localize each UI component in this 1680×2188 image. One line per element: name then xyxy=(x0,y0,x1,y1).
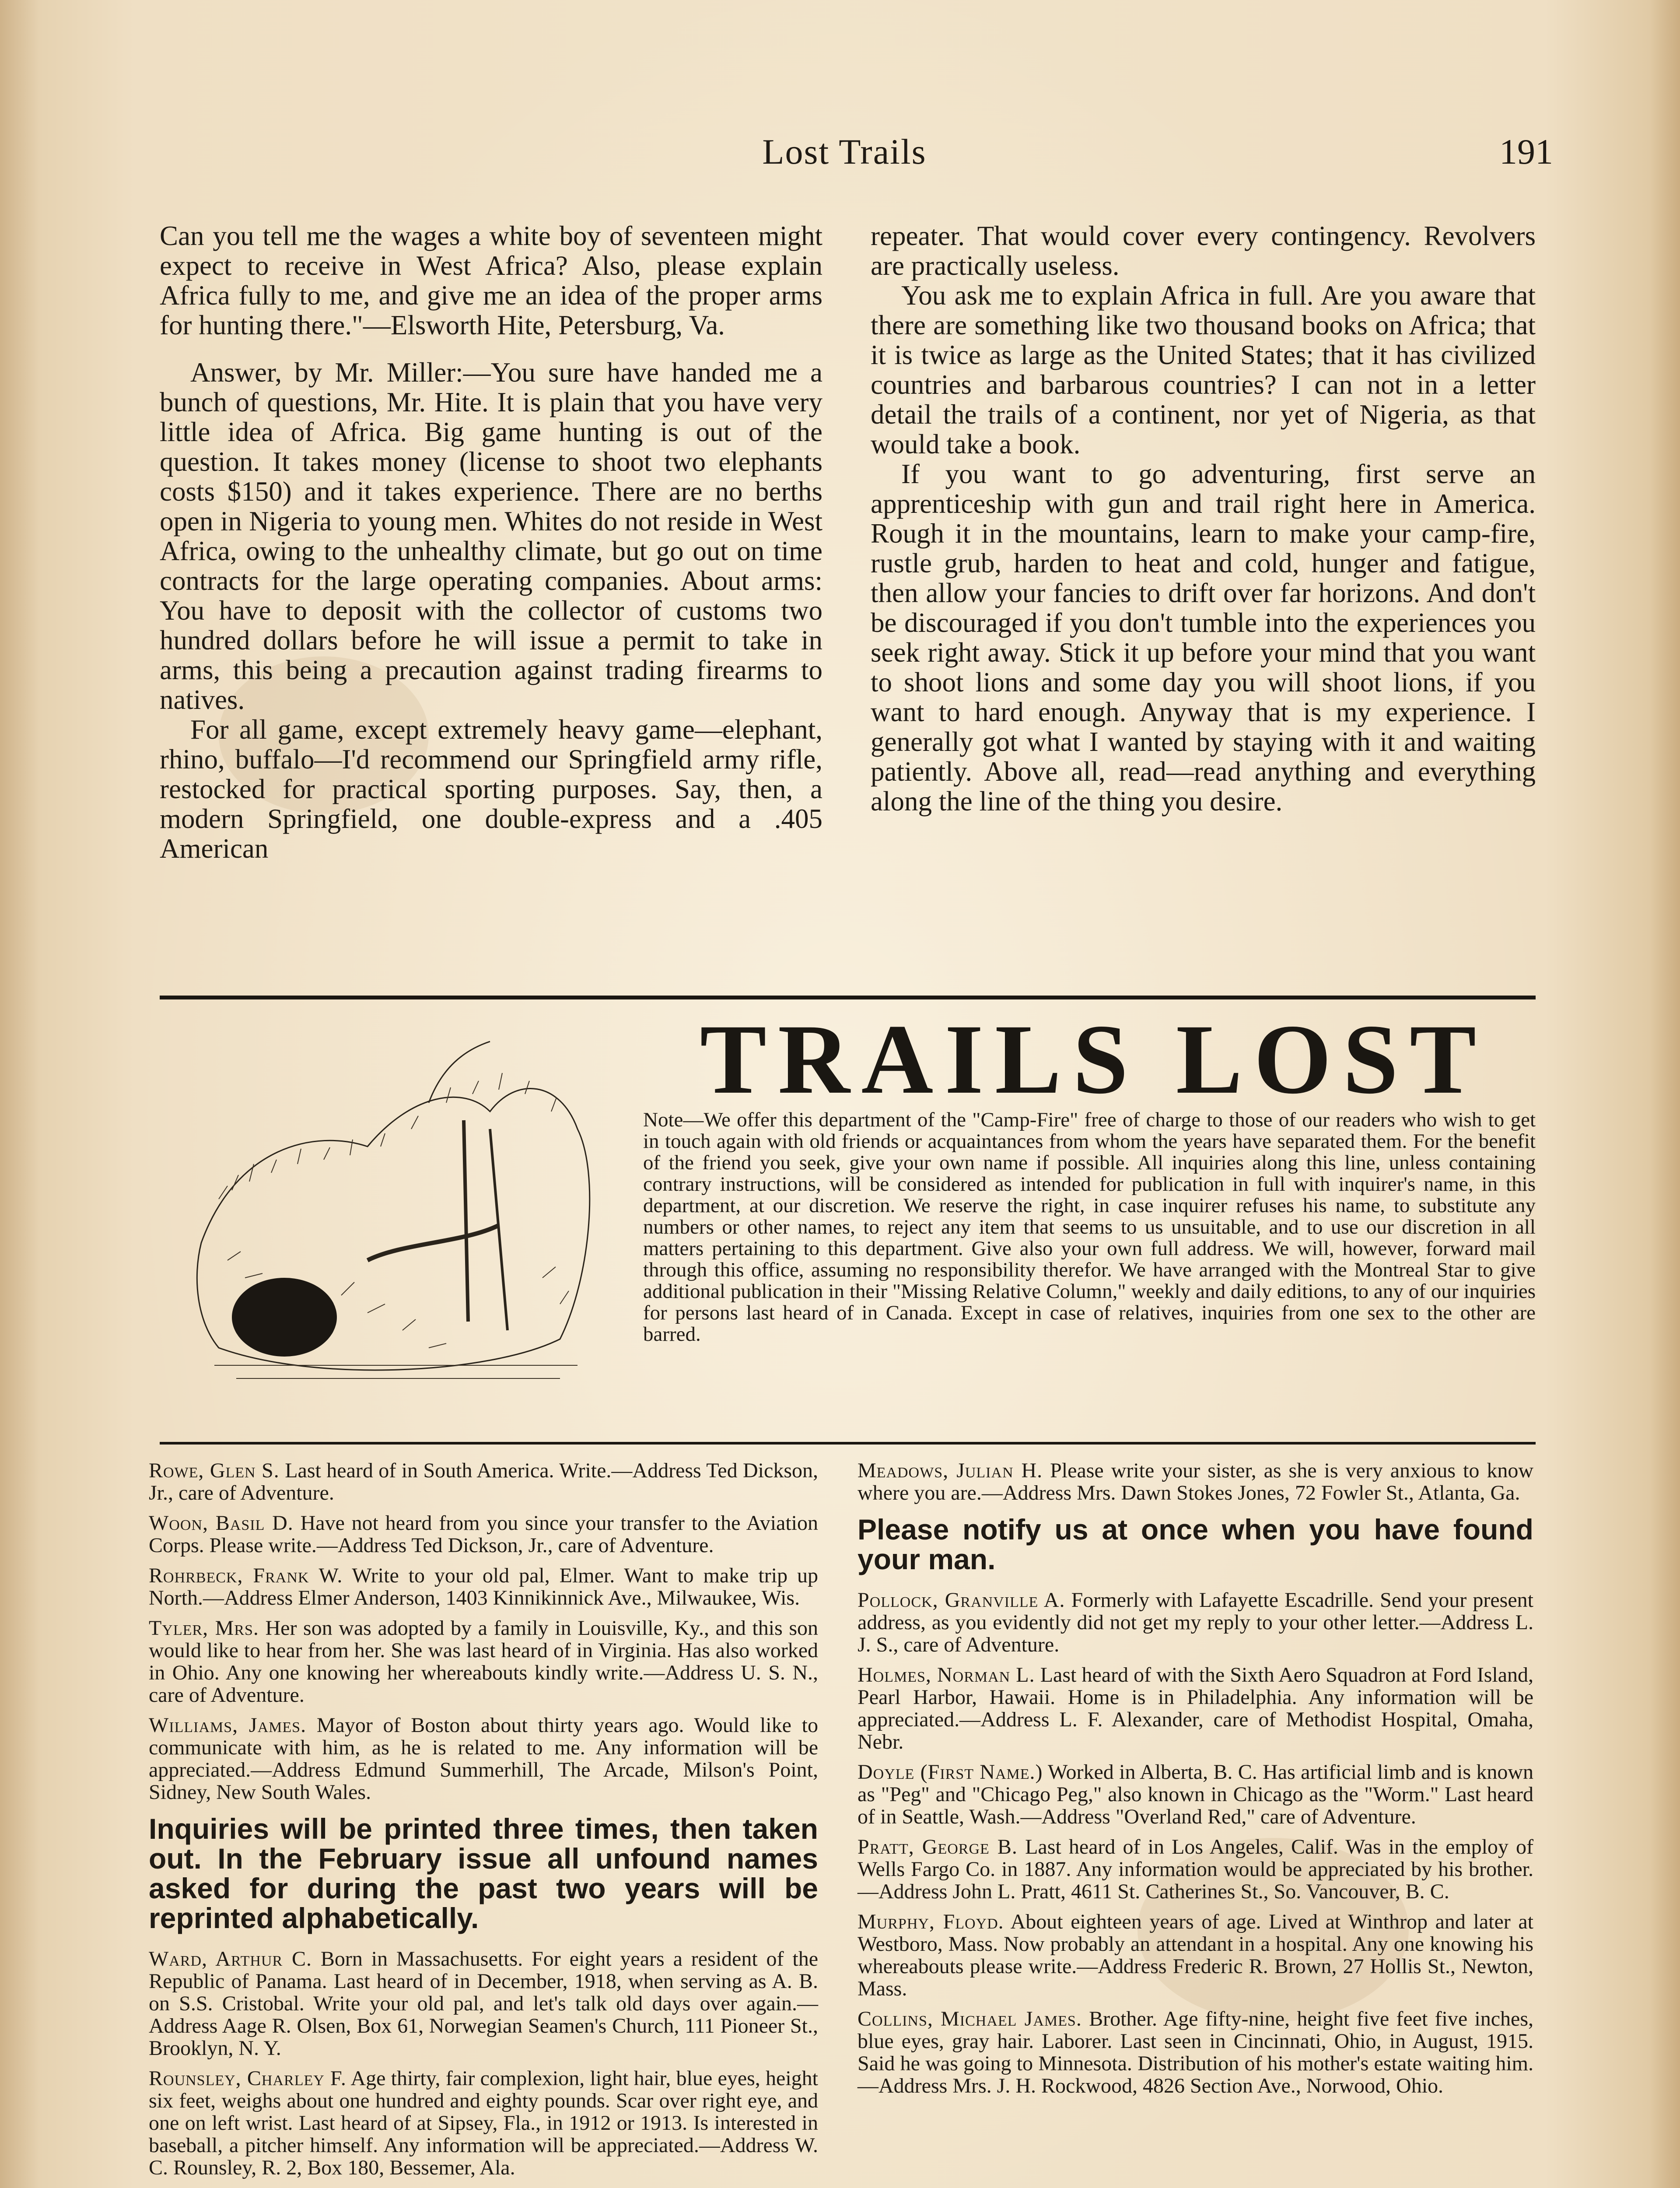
inquiry-entry xyxy=(858,1911,1533,2000)
inquiry-name: Holmes, Norman L. xyxy=(858,1663,1035,1687)
article-column-right xyxy=(871,221,1536,978)
inquiry-entry xyxy=(149,1564,818,1609)
article-paragraph: Answer, by Mr. Miller:—You sure have handed me a bunch of questions, Mr. Hite. It is plain that you have very little idea of Africa. Big game hunting is out of the question. It takes money (license to shoot two elephants costs $150) and it takes experience. There are no berths open in Nigeria to young men. Whites do not reside in West Africa, owing to the unhealthy climate, but go out on time contracts for the large operating companies. About arms: You have to deposit with the collector of customs two hundred dollars before he will issue a permit to take in arms, this being a precaution against trading firearms to natives. xyxy=(160,357,822,715)
inquiry-entry xyxy=(149,1714,818,1803)
cave-illustration xyxy=(184,1015,612,1409)
inquiry-text: Worked in Alberta, B. C. Has artificial limb and is known as "Peg" and "Chicago Peg," also known in Chicago as the "Worm." Last heard of in Seattle, Wash.—Address "Overland Red," care of Adventure. xyxy=(858,1760,1533,1828)
article-paragraph: repeater. That would cover every contingency. Revolvers are practically useless. xyxy=(871,221,1536,281)
page-number: 191 xyxy=(1499,132,1553,172)
inquiry-name: Collins, Michael James. xyxy=(858,2007,1082,2030)
inquiry-entry xyxy=(149,1459,818,1504)
inquiry-name: Ward, Arthur C. xyxy=(149,1947,312,1971)
inquiry-entry xyxy=(149,1948,818,2059)
inquiry-text: Her son was adopted by a family in Louisville, Ky., and this son would like to hear from her. She was last heard of in Virginia. Has also worked in Ohio. Any one knowing her whereabouts kindly write.—Address U. S. N., care of Adventure. xyxy=(149,1616,819,1707)
paper-edge-left xyxy=(0,0,39,2188)
section-title: TRAILS LOST xyxy=(700,1004,1488,1115)
inquiry-text: Please write your sister, as she is very anxious to know where you are.—Address Mrs. Dawn Stokes Jones, 72 Fowler St., Atlanta, Ga. xyxy=(858,1459,1533,1504)
inquiries-column-right xyxy=(858,1459,1533,2105)
inquiry-entry xyxy=(858,1664,1533,1753)
article-paragraph: You ask me to explain Africa in full. Are you aware that there are something like two thousand books on Africa; that it is twice as large as the United States; that it has civilized countries and barbarous countries? I can not in a letter detail the trails of a continent, nor yet of Nigeria, as that would take a book. xyxy=(871,280,1536,459)
inquiry-text: Age thirty, fair complexion, light hair, blue eyes, height six feet, weighs about one hundred and eighty pounds. Scar over right eye, and one on left wrist. Last heard of at Sipsey, Fla., in 1912 or 1913. Is interested in baseball, a pitcher himself. Any information will be appreciated.—Address W. C. Rounsley, R. 2, Box 180, Bessemer, Ala. xyxy=(149,2067,819,2179)
inquiry-text: Last heard of with the Sixth Aero Squadron at Ford Island, Pearl Harbor, Hawaii. Home is in Philadelphia. Any information will be appreciated.—Address L. F. Alexander, care of Methodist Hospital, Omaha, Nebr. xyxy=(858,1663,1534,1753)
inquiry-text: Formerly with Lafayette Escadrille. Send your present address, as you evidently did not get my reply to your other letter.—Address L. J. S., care of Adventure. xyxy=(858,1588,1534,1656)
article-paragraph: If you want to go adventuring, first serve an apprenticeship with gun and trail right here in America. Rough it in the mountains, learn to make your camp-fire, rustle grub, harden to heat and cold, hunger and fatigue, then allow your fancies to drift over far horizons. And don't be discouraged if you don't tumble into the experiences you seek right away. Stick it up before your mind that you want to shoot lions and some day you will shoot lions, if you want to hard enough. Anyway that is my experience. I generally got what I wanted by staying with it and waiting patiently. Above all, read—read anything and everything along the line of the thing you desire. xyxy=(871,459,1536,817)
inquiry-entry xyxy=(149,1512,818,1557)
inquiry-name: Murphy, Floyd. xyxy=(858,1910,1004,1933)
inquiry-name: Woon, Basil D. xyxy=(149,1511,294,1535)
inquiries-column-left xyxy=(149,1459,818,2187)
inquiry-name: Doyle (First Name.) xyxy=(858,1760,1043,1784)
reprint-notice: Inquiries will be printed three times, then taken out. In the February issue all unfound names asked for during the past two years will be reprinted alphabetically. xyxy=(149,1813,818,1934)
found-notice: Please notify us at once when you have found your man. xyxy=(858,1513,1533,1575)
section-divider xyxy=(160,1442,1536,1445)
article-paragraph: For all game, except extremely heavy game—elephant, rhino, buffalo—I'd recommend our Springfield army rifle, restocked for practical sporting purposes. Say, then, a modern Springfield, one double-express and a .405 American xyxy=(160,714,822,864)
article-column-left xyxy=(160,221,822,978)
inquiry-name: Pratt, George B. xyxy=(858,1835,1018,1858)
inquiry-entry xyxy=(858,1459,1533,1504)
inquiry-text: About eighteen years of age. Lived at Winthrop and later at Westboro, Mass. Now probably an attendant in a hospital. Any one knowing his whereabouts please write.—Address Frederic R. Brown, 27 Hollis St., Newton, Mass. xyxy=(858,1910,1533,2000)
paper-edge-right xyxy=(1649,0,1680,2188)
inquiry-name: Tyler, Mrs. xyxy=(149,1616,259,1640)
section-note: Note—We offer this department of the "Camp-Fire" free of charge to those of our readers who wish to get in touch again with old friends or acquaintances from whom the years have separated them. For the benefit of the friend you seek, give your own name if possible. All inquiries along this line, unless containing contrary instructions, will be considered as intended for publication in full with inquirer's name, in this department, at our discretion. We reserve the right, in case inquirer refuses his name, to substitute any numbers or other names, to reject any item that seems to us unsuitable, and to use our discretion in all matters pertaining to this department. Give also your own full address. We will, however, forward mail through this office, assuming no responsibility therefor. We have arranged with the Montreal Star to give additional publication in their "Missing Relative Column," weekly and daily editions, to any of our inquiries for persons last heard of in Canada. Except in case of relatives, inquiries from one sex to the other are barred. xyxy=(643,1108,1536,1346)
inquiry-name: Pollock, Granville A. xyxy=(858,1588,1065,1612)
inquiry-entry xyxy=(858,1836,1533,1903)
inquiry-entry xyxy=(149,2067,818,2179)
inquiry-entry xyxy=(858,1761,1533,1828)
inquiry-text: Born in Massachusetts. For eight years a resident of the Republic of Panama. Last heard of in December, 1918, when serving as A. B. on S.S. Cristobal. Write your old pal, and let's talk old days over again.—Address Aage R. Olsen, Box 61, Norwegian Seamen's Church, 111 Pioneer St., Brooklyn, N. Y. xyxy=(149,1947,819,2060)
inquiry-text: Last heard of in South America. Write.—Address Ted Dickson, Jr., care of Adventure. xyxy=(149,1459,818,1504)
article-paragraph: Can you tell me the wages a white boy of seventeen might expect to receive in West Africa? Also, please explain Africa fully to me, and give me an idea of the proper arms for hunting there."—Elsworth Hite, Petersburg, Va. xyxy=(160,221,822,340)
inquiry-text: Write to your old pal, Elmer. Want to make trip up North.—Address Elmer Anderson, 1403 Kinnikinnick Ave., Milwaukee, Wis. xyxy=(149,1564,818,1609)
inquiry-name: Rounsley, Charley F. xyxy=(149,2067,346,2090)
inquiry-entry xyxy=(858,1589,1533,1656)
inquiry-entry xyxy=(149,1617,818,1706)
inquiry-text: Mayor of Boston about thirty years ago. Would like to communicate with him, as he is related to me. Any information will be appreciated.—Address Edmund Summerhill, The Arcade, Milson's Point, Sidney, New South Wales. xyxy=(149,1714,819,1804)
inquiry-text: Have not heard from you since your transfer to the Aviation Corps. Please write.—Address Ted Dickson, Jr., care of Adventure. xyxy=(149,1511,818,1557)
inquiry-text: Brother. Age fifty-nine, height five feet five inches, blue eyes, gray hair. Laborer. Last seen in Cincinnati, Ohio, in August, 1915. Said he was going to Minnesota. Distribution of his mother's estate waiting him.—Address Mrs. J. H. Rockwood, 4826 Section Ave., Norwood, Ohio. xyxy=(858,2007,1534,2097)
inquiry-name: Rohrbeck, Frank W. xyxy=(149,1564,343,1587)
inquiry-name: Meadows, Julian H. xyxy=(858,1459,1043,1482)
inquiry-name: Rowe, Glen S. xyxy=(149,1459,280,1482)
inquiry-name: Williams, James. xyxy=(149,1714,307,1737)
section-divider xyxy=(160,996,1536,999)
running-head: Lost Trails xyxy=(762,132,927,172)
inquiry-text: Last heard of in Los Angeles, Calif. Was in the employ of Wells Fargo Co. in 1887. Any information would be appreciated by his brother.—Address John L. Pratt, 4611 St. Catherines St., So. Vancouver, B. C. xyxy=(858,1835,1534,1903)
inquiry-entry xyxy=(858,2008,1533,2097)
